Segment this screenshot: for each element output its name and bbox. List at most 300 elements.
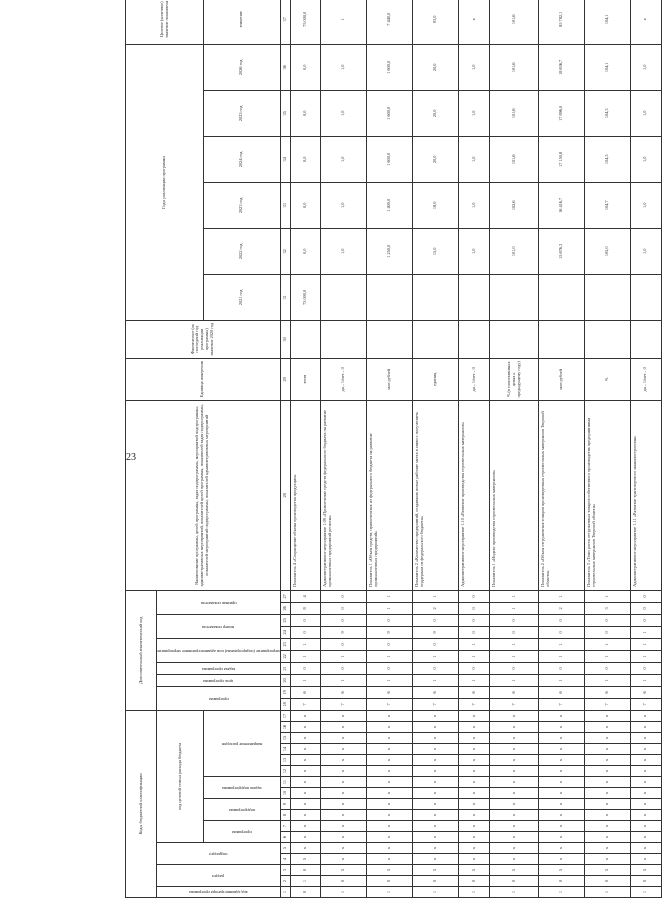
column-number: 5 — [280, 843, 290, 854]
row-unit: да – 1/нет – 0 — [321, 358, 367, 400]
code-cell: х — [413, 755, 459, 766]
code-cell: 0 — [490, 876, 539, 887]
header-target-group: Целевое (конечное) значение показателя — [126, 0, 204, 44]
code-cell: х — [539, 722, 585, 733]
code-cell: х — [413, 766, 459, 777]
header-subsection — [157, 843, 281, 865]
row-target-value: 101,6 — [490, 0, 539, 44]
row-fact-prev — [584, 320, 630, 358]
header-subsection-label: подраздел — [209, 851, 228, 857]
code-cell: х — [630, 799, 661, 810]
code-cell: х — [630, 733, 661, 744]
analytic-code-cell: 1 — [413, 674, 459, 686]
analytic-code-cell: 1 — [490, 602, 539, 614]
row-year-value: 1 600,0 — [367, 136, 413, 182]
code-cell: х — [290, 843, 321, 854]
column-number: 21 — [280, 662, 290, 674]
header-analytic-col-label: цель программы — [203, 678, 234, 684]
header-target-article-part — [204, 799, 281, 821]
code-cell: 5 — [413, 865, 459, 876]
analytic-code-cell: 0 — [321, 662, 367, 674]
header-target-article-part — [204, 710, 281, 776]
code-cell: 1 — [630, 887, 661, 898]
code-cell: х — [630, 821, 661, 832]
analytic-code-cell: 7 — [290, 698, 321, 710]
row-unit: да – 1/нет – 0 — [459, 358, 490, 400]
code-cell: х — [490, 766, 539, 777]
row-name: Показатель 3 «Темп роста отгруженных товаров собственного производства предприятиями строительных материалов Тверской области» — [584, 400, 630, 590]
analytic-code-cell: 1 — [367, 674, 413, 686]
header-target-article-part — [204, 777, 281, 799]
header-analytic-col-label: программа — [208, 696, 229, 702]
header-target-article-part-label: подпрограмма — [228, 807, 256, 813]
code-cell: х — [367, 810, 413, 821]
row-fact-prev — [630, 320, 661, 358]
row-target-value: 93,0 — [413, 0, 459, 44]
row-target-value: 85 782,1 — [539, 0, 585, 44]
row-year-value: 1,0 — [321, 182, 367, 228]
code-cell: х — [584, 755, 630, 766]
row-year-value — [584, 274, 630, 320]
row-fact-prev — [321, 320, 367, 358]
code-cell: х — [290, 744, 321, 755]
code-cell: х — [321, 832, 367, 843]
code-cell: х — [584, 832, 630, 843]
column-number: 6 — [280, 832, 290, 843]
code-cell: х — [584, 810, 630, 821]
row-year-value: 18 636,7 — [539, 44, 585, 90]
code-cell: х — [290, 821, 321, 832]
analytic-code-cell: 1 — [630, 626, 661, 638]
row-year-value: 15 676,3 — [539, 228, 585, 274]
row-target-value: 75 000,0 — [290, 0, 321, 44]
code-cell: х — [367, 733, 413, 744]
row-unit: да – 1/нет – 0 — [630, 358, 661, 400]
column-number: 30 — [280, 320, 290, 358]
column-number: 22 — [280, 650, 290, 662]
row-fact-prev — [490, 320, 539, 358]
analytic-code-cell: 1 — [539, 638, 585, 650]
code-cell: х — [367, 777, 413, 788]
analytic-code-cell: 0 — [539, 626, 585, 638]
header-analytic-col — [157, 662, 281, 674]
code-cell: х — [290, 766, 321, 777]
analytic-code-cell: 1 — [459, 638, 490, 650]
code-cell: х — [490, 722, 539, 733]
row-year-value: 1 600,0 — [367, 44, 413, 90]
table-row — [290, 0, 321, 898]
analytic-code-cell: 0 — [321, 590, 367, 602]
code-cell: х — [290, 722, 321, 733]
row-year-value: 104,7 — [584, 182, 630, 228]
code-cell: х — [290, 755, 321, 766]
code-cell: х — [321, 799, 367, 810]
code-cell: х — [459, 710, 490, 721]
row-year-value: 1,0 — [459, 182, 490, 228]
row-unit: единиц — [413, 358, 459, 400]
code-cell: х — [459, 832, 490, 843]
code-cell: х — [459, 788, 490, 799]
code-cell: х — [630, 843, 661, 854]
code-cell: 1 — [367, 887, 413, 898]
code-cell: х — [630, 854, 661, 865]
code-cell: х — [630, 777, 661, 788]
code-cell: х — [367, 722, 413, 733]
table-row — [584, 0, 630, 898]
analytic-code-cell: 7 — [490, 698, 539, 710]
code-cell: 0 — [413, 876, 459, 887]
analytic-code-cell: 7 — [367, 698, 413, 710]
code-cell: х — [459, 854, 490, 865]
header-unit: Единица измерения — [126, 358, 281, 400]
column-number: 34 — [280, 136, 290, 182]
code-cell: х — [413, 854, 459, 865]
code-cell: х — [584, 821, 630, 832]
code-cell: х — [490, 710, 539, 721]
column-number: 17 — [280, 710, 290, 721]
analytic-code-cell: 1 — [584, 590, 630, 602]
row-name: Показатель 1 «Объем средств, привлеченных из федерального бюджета на развитие промышленных предприятий» — [367, 400, 413, 590]
code-cell: х — [459, 799, 490, 810]
table-row — [367, 0, 413, 898]
row-year-value: 104,3 — [584, 90, 630, 136]
row-year-value: 101,6 — [490, 136, 539, 182]
column-number: 10 — [280, 788, 290, 799]
header-target-article-part-label: программа — [232, 829, 252, 835]
analytic-code-cell: 0 — [367, 662, 413, 674]
code-cell: 5 — [630, 865, 661, 876]
header-analytic-col — [157, 686, 281, 710]
analytic-code-cell: 3 — [584, 602, 630, 614]
code-cell: х — [321, 755, 367, 766]
analytic-code-cell: 0 — [413, 638, 459, 650]
column-number: 15 — [280, 733, 290, 744]
code-cell: х — [539, 733, 585, 744]
row-unit: млн рублей — [539, 358, 585, 400]
row-unit: млн рублей — [367, 358, 413, 400]
code-cell: 1 — [584, 887, 630, 898]
header-analytic-col — [157, 638, 281, 662]
row-year-value: 104,1 — [584, 44, 630, 90]
row-name: Административное мероприятие 1.10 «Развитие производства строительных материалов» — [459, 400, 490, 590]
row-year-value — [321, 274, 367, 320]
row-year-value: 75 000,0 — [290, 274, 321, 320]
code-cell: х — [459, 843, 490, 854]
header-year: 2026 год — [204, 44, 281, 90]
analytic-code-cell: 1 — [539, 590, 585, 602]
row-year-value: 1,0 — [459, 90, 490, 136]
row-year-value: 1,0 — [321, 228, 367, 274]
row-year-value: 0,0 — [290, 182, 321, 228]
code-cell: х — [490, 799, 539, 810]
table-row — [321, 0, 367, 898]
code-cell: х — [321, 810, 367, 821]
row-year-value — [490, 274, 539, 320]
analytic-code-cell: 1 — [413, 650, 459, 662]
analytic-code-cell: 6 — [539, 686, 585, 698]
row-unit: % (в сопоставимых ценах к предыдущему году) — [490, 358, 539, 400]
column-number: 19 — [280, 686, 290, 698]
code-cell: х — [490, 832, 539, 843]
analytic-code-cell: 0 — [367, 638, 413, 650]
code-cell: х — [321, 744, 367, 755]
row-name: Показатель 1 «Индекс производства строительных материалов» — [490, 400, 539, 590]
analytic-code-cell: 0 — [290, 626, 321, 638]
analytic-code-cell: 0 — [630, 590, 661, 602]
code-cell: х — [584, 843, 630, 854]
column-number: 1 — [280, 887, 290, 898]
analytic-code-cell: 1 — [584, 650, 630, 662]
column-number: 18 — [280, 698, 290, 710]
analytic-code-cell: 7 — [539, 698, 585, 710]
code-cell: х — [459, 722, 490, 733]
header-analytic-col-label: задача программы — [201, 666, 236, 672]
code-cell: х — [539, 799, 585, 810]
row-name: Административное мероприятие 1.09 «Привлечение средств федерального бюджета на развитие промышленных предприятий региона» — [321, 400, 367, 590]
column-number: 25 — [280, 614, 290, 626]
code-cell: х — [413, 843, 459, 854]
analytic-code-cell: 1 — [539, 674, 585, 686]
code-cell: х — [290, 777, 321, 788]
analytic-code-cell: 6 — [459, 686, 490, 698]
analytic-code-cell: 6 — [413, 686, 459, 698]
row-year-value: 16 416,7 — [539, 182, 585, 228]
analytic-code-cell: 1 — [630, 674, 661, 686]
analytic-code-cell: 0 — [539, 614, 585, 626]
analytic-code-cell: 0 — [630, 602, 661, 614]
code-cell: 0 — [539, 876, 585, 887]
column-number: 7 — [280, 821, 290, 832]
code-cell: х — [367, 788, 413, 799]
code-cell: 1 — [413, 887, 459, 898]
analytic-code-cell: 0 — [321, 602, 367, 614]
row-year-value: 0,0 — [290, 228, 321, 274]
code-cell: х — [490, 810, 539, 821]
analytic-code-cell: 0 — [490, 614, 539, 626]
code-cell: х — [584, 788, 630, 799]
code-cell: х — [490, 854, 539, 865]
analytic-code-cell: 0 — [630, 614, 661, 626]
analytic-code-cell: 1 — [490, 674, 539, 686]
row-year-value: 104,5 — [584, 136, 630, 182]
row-year-value: 1 400,0 — [367, 182, 413, 228]
code-cell: х — [584, 777, 630, 788]
code-cell: х — [413, 722, 459, 733]
code-cell: х — [321, 788, 367, 799]
row-year-value: 0,0 — [290, 44, 321, 90]
row-year-value: 105,0 — [584, 228, 630, 274]
row-year-value: 20,0 — [413, 44, 459, 90]
code-cell: х — [413, 788, 459, 799]
code-cell: х — [539, 821, 585, 832]
analytic-code-cell: 6 — [321, 686, 367, 698]
column-number: 26 — [280, 602, 290, 614]
code-cell: х — [539, 843, 585, 854]
code-cell: х — [321, 722, 367, 733]
row-name: Административное мероприятие 1.11 «Развитие транспортного машиностроения» — [630, 400, 661, 590]
code-cell: х — [490, 744, 539, 755]
column-number: 3 — [280, 865, 290, 876]
code-cell: х — [290, 799, 321, 810]
code-cell: х — [367, 755, 413, 766]
code-cell: 0 — [459, 876, 490, 887]
column-number: 12 — [280, 766, 290, 777]
page-number: 23 — [126, 452, 136, 463]
code-cell: х — [584, 733, 630, 744]
code-cell: х — [584, 744, 630, 755]
analytic-code-cell: 1 — [459, 674, 490, 686]
code-cell: х — [321, 710, 367, 721]
analytic-code-cell: 1 — [490, 650, 539, 662]
header-analytic-col — [157, 674, 281, 686]
code-cell: х — [321, 777, 367, 788]
code-cell: х — [321, 821, 367, 832]
rotated-table-wrapper — [125, 0, 648, 898]
row-year-value — [413, 274, 459, 320]
analytic-code-cell: 0 — [290, 614, 321, 626]
code-cell: х — [584, 854, 630, 865]
code-cell: х — [584, 722, 630, 733]
program-indicators-table — [125, 0, 662, 898]
code-cell: х — [413, 733, 459, 744]
column-number: 9 — [280, 799, 290, 810]
code-cell: х — [321, 843, 367, 854]
header-analytic-col-label: признак показателя — [200, 600, 237, 606]
code-cell: х — [490, 821, 539, 832]
analytic-code-cell: 7 — [459, 698, 490, 710]
row-unit: % — [584, 358, 630, 400]
row-year-value: 0,0 — [290, 136, 321, 182]
code-cell: 0 — [290, 865, 321, 876]
analytic-code-cell: 6 — [584, 686, 630, 698]
analytic-code-cell: 1 — [539, 650, 585, 662]
row-year-value: 1,0 — [459, 136, 490, 182]
column-number: 32 — [280, 228, 290, 274]
code-cell: х — [367, 832, 413, 843]
analytic-code-cell: 0 — [539, 662, 585, 674]
code-cell: х — [413, 744, 459, 755]
code-cell: х — [290, 733, 321, 744]
code-cell: х — [490, 777, 539, 788]
analytic-code-cell: 1 — [630, 638, 661, 650]
column-number: 4 — [280, 854, 290, 865]
row-year-value: 17 896,0 — [539, 90, 585, 136]
header-year: 2025 год — [204, 90, 281, 136]
row-year-value: 102,6 — [490, 182, 539, 228]
code-cell: 5 — [459, 865, 490, 876]
row-name: Показатель 4 «Сокращение объема производства продукции» — [290, 400, 321, 590]
analytic-code-cell: 0 — [459, 614, 490, 626]
header-year: 2024 год — [204, 136, 281, 182]
header-analytic-col-label: мероприятие (подпрограммы) или административное мероприятие — [157, 648, 280, 654]
code-cell: х — [630, 810, 661, 821]
code-cell: 1 — [539, 887, 585, 898]
header-analytic-col — [157, 614, 281, 638]
analytic-code-cell: 0 — [584, 614, 630, 626]
analytic-code-cell: 1 — [290, 650, 321, 662]
code-cell: х — [459, 733, 490, 744]
code-cell: х — [367, 821, 413, 832]
analytic-code-cell: 0 — [413, 662, 459, 674]
column-number: 14 — [280, 744, 290, 755]
code-cell: х — [630, 710, 661, 721]
header-target-article: код целевой статьи расхода бюджета — [157, 710, 204, 842]
code-cell: х — [290, 810, 321, 821]
table-row — [413, 0, 459, 898]
analytic-code-cell: 0 — [490, 626, 539, 638]
header-admin-code — [157, 887, 281, 898]
column-number: 8 — [280, 810, 290, 821]
code-cell: х — [413, 821, 459, 832]
analytic-code-cell: 0 — [584, 662, 630, 674]
row-unit: тонн — [290, 358, 321, 400]
analytic-code-cell: 0 — [413, 614, 459, 626]
column-number: 33 — [280, 182, 290, 228]
analytic-code-cell: 9 — [321, 626, 367, 638]
table-row — [630, 0, 661, 898]
column-number: 23 — [280, 638, 290, 650]
code-cell: х — [367, 854, 413, 865]
code-cell: х — [413, 777, 459, 788]
analytic-code-cell: 0 — [459, 590, 490, 602]
row-target-value: 7 440,0 — [367, 0, 413, 44]
code-cell: х — [539, 777, 585, 788]
code-cell: х — [539, 832, 585, 843]
analytic-code-cell: 9 — [367, 626, 413, 638]
column-number: 11 — [280, 777, 290, 788]
row-year-value: 101,0 — [490, 228, 539, 274]
analytic-code-cell: 1 — [584, 674, 630, 686]
code-cell: 0 — [321, 876, 367, 887]
code-cell: х — [630, 755, 661, 766]
code-cell: х — [321, 733, 367, 744]
row-year-value: 1,0 — [321, 136, 367, 182]
code-cell: х — [459, 810, 490, 821]
column-number: 35 — [280, 90, 290, 136]
column-number: 27 — [280, 590, 290, 602]
code-cell: х — [630, 788, 661, 799]
column-number: 29 — [280, 358, 290, 400]
row-year-value: 1,0 — [630, 136, 661, 182]
analytic-code-cell: 0 — [630, 662, 661, 674]
code-cell: х — [630, 744, 661, 755]
code-cell: 0 — [630, 876, 661, 887]
analytic-code-cell: 0 — [321, 638, 367, 650]
code-cell: х — [539, 710, 585, 721]
row-year-value: 0,0 — [290, 90, 321, 136]
code-cell: х — [584, 799, 630, 810]
analytic-code-cell: 0 — [290, 662, 321, 674]
code-cell: х — [459, 777, 490, 788]
code-cell: х — [459, 755, 490, 766]
code-cell: х — [367, 710, 413, 721]
row-name: Показатель 2 «Количество предприятий, создавших новые рабочие места в связи с получением поддержки из федерального бюджета» — [413, 400, 459, 590]
row-year-value: 1,0 — [630, 228, 661, 274]
column-number: 2 — [280, 876, 290, 887]
code-cell: х — [584, 766, 630, 777]
analytic-code-cell: 9 — [413, 626, 459, 638]
code-cell: 5 — [490, 865, 539, 876]
code-cell: х — [490, 788, 539, 799]
analytic-code-cell: 1 — [367, 602, 413, 614]
code-cell: х — [459, 766, 490, 777]
analytic-code-cell: 1 — [290, 638, 321, 650]
header-year: 2022 год — [204, 228, 281, 274]
header-codes-group: Коды бюджетной классификации — [126, 710, 157, 897]
row-year-value: 1,0 — [459, 228, 490, 274]
row-year-value: 1,0 — [459, 44, 490, 90]
code-cell: х — [490, 843, 539, 854]
